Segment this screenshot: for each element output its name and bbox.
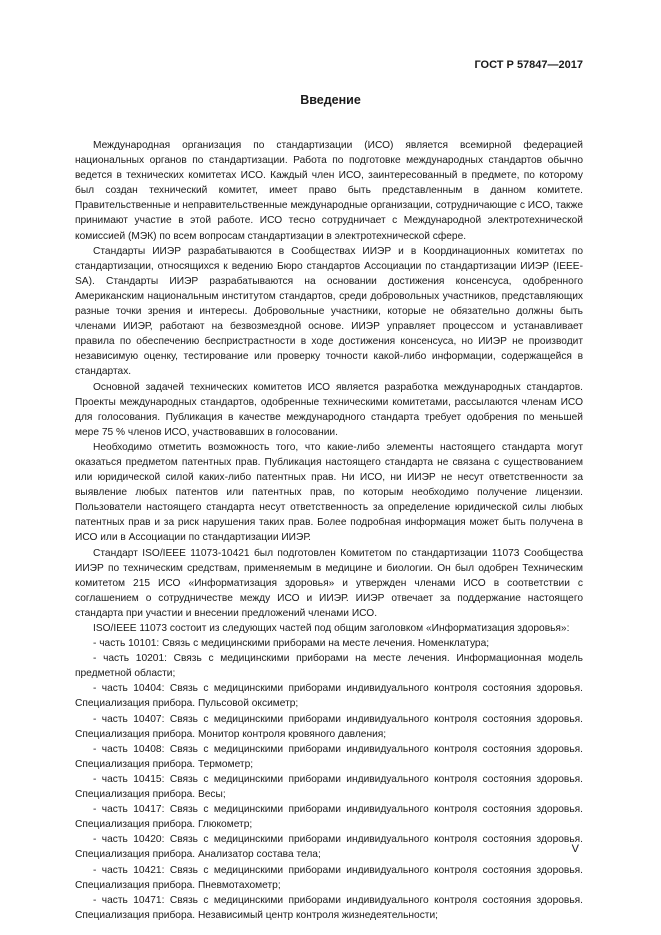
paragraph: Необходимо отметить возможность того, что какие-либо элементы настоящего стандарта могут оказаться предметом патентных прав. Публикация настоящего стандарта не связана с существованием или юридической силой каких-либо патентных прав. Ни ИСО, ни ИИЭР не несут ответственности за выявление любых патентов или патентных прав, по которым необходимо получение лицензии. Пользователи настоящего стандарта несут ответственность за определение юридической силы любых патентных прав и за риск нарушения таких прав. Более подробная информация может быть получена в ИСО или в Ассоциации по стандартизации ИИЭР. (75, 441, 583, 544)
standard-code: ГОСТ Р 57847—2017 (474, 59, 583, 71)
list-item: - часть 10417: Связь с медицинскими приборами индивидуального контроля состояния здоровья. Специализация прибора. Глюкометр; (75, 804, 583, 831)
list-item: - часть 10101: Связь с медицинскими приборами на месте лечения. Номенклатура; (93, 638, 490, 650)
paragraph: ISO/IEEE 11073 состоит из следующих частей под общим заголовком «Информатизация здоровья»: (93, 623, 570, 634)
list-item: - часть 10408: Связь с медицинскими приборами индивидуального контроля состояния здоровья. Специализация прибора. Термометр; (75, 743, 583, 770)
list-item: - часть 10404: Связь с медицинскими приборами индивидуального контроля состояния здоровья. Специализация прибора. Пульсовой оксиметр; (75, 683, 583, 710)
list-item: - часть 10471: Связь с медицинскими приборами индивидуального контроля состояния здоровья. Специализация прибора. Независимый центр контроля жизнедеятельности; (75, 894, 583, 921)
list-item: - часть 10421: Связь с медицинскими приборами индивидуального контроля состояния здоровья. Специализация прибора. Пневмотахометр; (75, 864, 583, 891)
paragraph: Международная организация по стандартизации (ИСО) является всемирной федерацией национальных органов по стандартизации. Работа по подготовке международных стандартов обычно ведется в технических комитетах ИСО. Каждый член ИСО, заинтересованный в предмете, по которому был создан технический комитет, имеет право быть представленным в данном комитете. Правительственные и неправительственные международные организации, сотрудничающие с ИСО, также принимают участие в этой работе. ИСО тесно сотрудничает с Международной электротехнической комиссией (МЭК) по всем вопросам стандартизации в электротехнической сфере. (75, 140, 583, 242)
list-item: - часть 10420: Связь с медицинскими приборами индивидуального контроля состояния здоровья. Специализация прибора. Анализатор состава тела; (75, 834, 583, 861)
list-item: - часть 10415: Связь с медицинскими приборами индивидуального контроля состояния здоровья. Специализация прибора. Весы; (75, 773, 583, 801)
section-title: Введение (300, 93, 361, 107)
paragraph: Стандарты ИИЭР разрабатываются в Сообществах ИИЭР и в Координационных комитетах по стандартизации, относящихся к ведению Бюро стандартов Ассоциации по стандартизации ИИЭР (IEEE-SA). Стандарты ИИЭР разрабатываются на основании достижения консенсуса, одобренного Американским национальным институтом стандартов, среди добровольных участников, представляющих разные точки зрения и интересы. Добровольные участники, которые не обязательно должны быть членами ИИЭР, работают на безвозмездной основе. ИИЭР управляет процессом и устанавливает правила по обеспечению беспристрастности в ходе достижения консенсуса, но ИИЭР не производит независимую оценку, тестирование или проверку точности какой-либо информации, содержащейся в стандартах. (75, 245, 583, 378)
paragraph: Стандарт ISO/IEEE 11073-10421 был подготовлен Комитетом по стандартизации 11073 Сообщества ИИЭР по техническим средствам, применяемым в медицине и биологии. Он был одобрен Техническим комитетом 215 ИСО «Информатизация здоровья» и утвержден членами ИСО в соответствии с соглашением о сотрудничестве между ИСО и ИИЭР. ИИЭР отвечает за поддержание настоящего стандарта при участии и внесении предложений членами ИСО. (75, 547, 583, 619)
list-item: - часть 10201: Связь с медицинскими приборами на месте лечения. Информационная модель предметной области; (75, 653, 583, 680)
page-number: V (571, 843, 579, 855)
paragraph: Основной задачей технических комитетов ИСО является разработка международных стандартов. Проекты международных стандартов, одобренные техническими комитетами, рассылаются членам ИСО для голосования. Публикация в качестве международного стандарта требует одобрения по меньшей мере 75 % членов ИСО, участвовавших в голосовании. (75, 381, 583, 438)
body-text (75, 138, 583, 923)
list-item: - часть 10407: Связь с медицинскими приборами индивидуального контроля состояния здоровья. Специализация прибора. Монитор контроля кровяного давления; (75, 713, 583, 740)
